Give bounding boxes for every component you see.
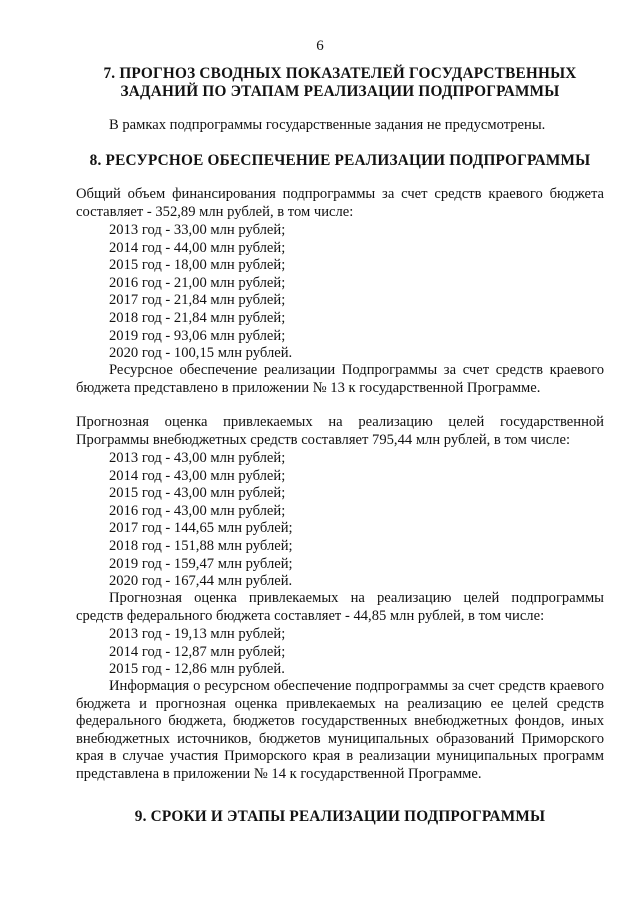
federal-budget-list xyxy=(109,626,285,679)
list-item: 2017 год - 21,84 млн рублей; xyxy=(109,292,286,309)
list-item: 2020 год - 100,15 млн рублей. xyxy=(109,345,293,362)
list-item: 2013 год - 19,13 млн рублей; xyxy=(109,626,286,642)
list-item: 2016 год - 43,00 млн рублей; xyxy=(109,502,286,519)
federal-intro: Прогнозная оценка привлекаемых на реализацию целей подпрограммы средств федерального бюджета составляет - 44,85 млн рублей, в том числе: xyxy=(76,590,604,624)
list-item: 2015 год - 12,86 млн рублей. xyxy=(109,661,285,678)
section-7-text: В рамках подпрограммы государственные задания не предусмотрены. xyxy=(109,117,546,133)
section-7-heading xyxy=(76,65,604,101)
list-item: 2019 год - 93,06 млн рублей; xyxy=(109,327,286,344)
list-item: 2018 год - 21,84 млн рублей; xyxy=(109,309,286,326)
list-item: 2019 год - 159,47 млн рублей; xyxy=(109,555,293,572)
list-item: 2018 год - 151,88 млн рублей; xyxy=(109,537,293,554)
section-7-heading-line-2: ЗАДАНИЙ ПО ЭТАПАМ РЕАЛИЗАЦИИ ПОДПРОГРАММЫ xyxy=(120,83,560,100)
annex-14-text: Информация о ресурсном обеспечение подпрограммы за счет средств краевого бюджета и прогнозная оценка привлекаемых на реализацию ее целей средств федерального бюджета, бюджетов государственных внебюджетных фондов, иных внебюджетных источников, бюджетов муниципальных образований Приморского края в случае участия Приморского края в реализации муниципальных программ представлена в приложении № 14 к государственной Программе. xyxy=(76,678,604,782)
funding-intro: Общий объем финансирования подпрограммы за счет средств краевого бюджета составляет - 352,89 млн рублей, в том числе: xyxy=(76,186,604,220)
list-item: 2015 год - 43,00 млн рублей; xyxy=(109,485,286,502)
section-8-heading: 8. РЕСУРСНОЕ ОБЕСПЕЧЕНИЕ РЕАЛИЗАЦИИ ПОДПРОГРАММЫ xyxy=(89,152,591,169)
list-item: 2013 год - 43,00 млн рублей; xyxy=(109,450,286,466)
list-item: 2014 год - 44,00 млн рублей; xyxy=(109,239,286,256)
list-item: 2020 год - 167,44 млн рублей. xyxy=(109,573,293,590)
annex-13-text: Ресурсное обеспечение реализации Подпрограммы за счет средств краевого бюджета представлено в приложении № 13 к государственной Программе. xyxy=(76,362,604,396)
list-item: 2015 год - 18,00 млн рублей; xyxy=(109,257,286,274)
list-item: 2014 год - 12,87 млн рублей; xyxy=(109,643,286,660)
list-item: 2014 год - 43,00 млн рублей; xyxy=(109,467,286,484)
extrabudget-list xyxy=(109,450,293,591)
page-number: 6 xyxy=(316,38,324,54)
list-item: 2016 год - 21,00 млн рублей; xyxy=(109,274,286,291)
extrabudget-intro: Прогнозная оценка привлекаемых на реализацию целей государственной Программы внебюджетных средств составляет 795,44 млн рублей, в том числе: xyxy=(76,414,604,448)
section-9-heading: 9. СРОКИ И ЭТАПЫ РЕАЛИЗАЦИИ ПОДПРОГРАММЫ xyxy=(134,808,546,825)
section-7-heading-line-1: 7. ПРОГНОЗ СВОДНЫХ ПОКАЗАТЕЛЕЙ ГОСУДАРСТВЕННЫХ xyxy=(103,65,577,82)
list-item: 2013 год - 33,00 млн рублей; xyxy=(109,222,286,238)
list-item: 2017 год - 144,65 млн рублей; xyxy=(109,520,293,537)
regional-budget-list xyxy=(109,222,292,363)
